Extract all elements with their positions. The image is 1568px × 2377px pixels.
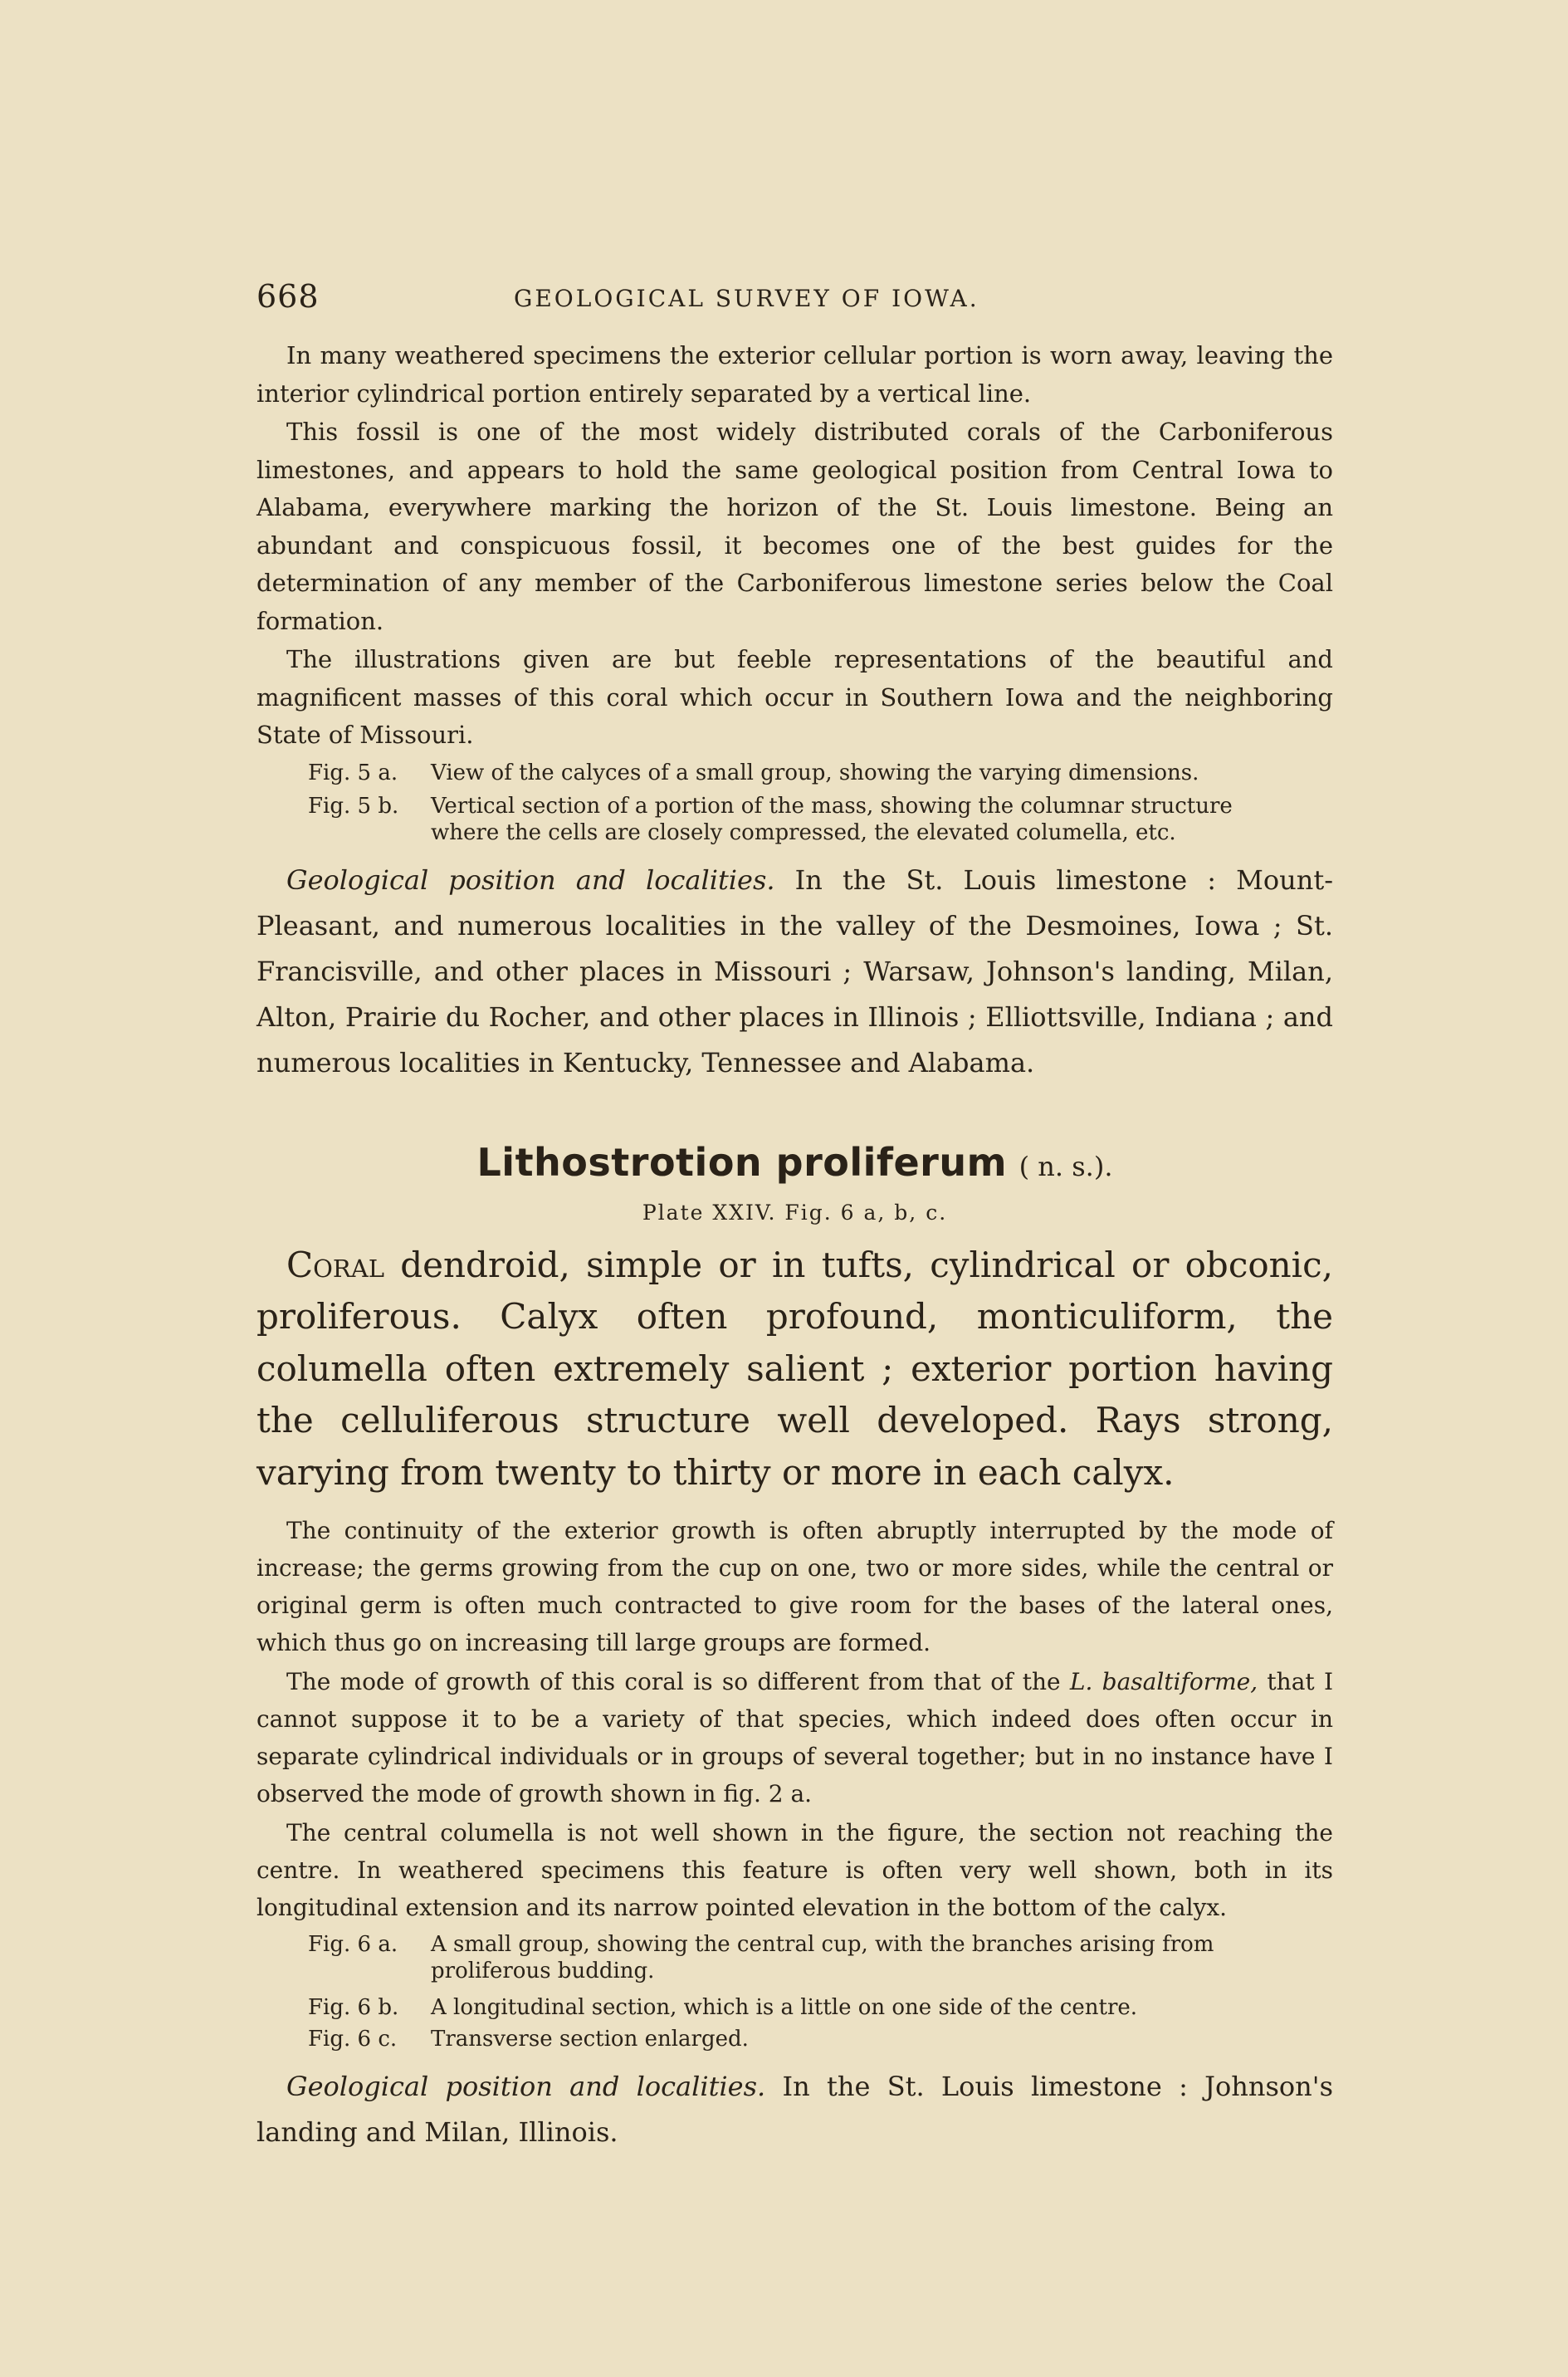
- figure-label: Fig. 6 a.: [308, 1932, 398, 1957]
- geological-position-text: In the St. Louis limestone : Mount-Pleasant, and numerous localities in the valley of the Desmoines, Iowa ; St. Francisville, and other places in Missouri ; Warsaw, Johnson's landing, Milan, Alton, Prairie du Rocher, and other places in Illinois ; Elliottsville, Indiana ; and numerous localities in Kentucky, Tennessee and Alabama.: [256, 863, 1334, 1078]
- mode-text-after: that I cannot suppose it to be a variety of that species, which indeed does often occur in separate cylindrical individuals or in groups of several together; but in no instance have I observed the mode of growth shown in fig. 2 a.: [256, 1668, 1334, 1807]
- running-head: [256, 278, 1333, 328]
- paragraph-continuity: The continuity of the exterior growth is often abruptly interrupted by the mode of increase; the germs growing from the cup on one, two or more sides, while the central or original germ is often much contracted to give room for the bases of the lateral ones, which thus go on increasing till large groups are formed.: [256, 1517, 1333, 1656]
- figure-caption: [256, 1994, 1333, 2021]
- geological-position-heading: Geological position and localities.: [286, 2071, 766, 2102]
- species-diagnosis: [256, 1240, 1333, 1499]
- figure-caption-continued: where the cells are closely compressed, the elevated columella, etc.: [431, 819, 1176, 845]
- paragraph-mode-of-growth: [256, 1663, 1333, 1812]
- paragraph-distribution: This fossil is one of the most widely distributed corals of the Carboniferous limestones, and appears to hold the same geological position from Central Iowa to Alabama, everywhere marking the horizon of the St. Louis limestone. Being an abundant and conspicuous fossil, it becomes one of the best guides for the determination of any member of the Carboniferous limestone series below the Coal formation.: [256, 418, 1333, 635]
- geological-position-paragraph: [256, 2064, 1333, 2155]
- content-column: [256, 278, 1333, 2155]
- mode-text-before: The mode of growth of this coral is so different from that of the: [286, 1668, 1061, 1695]
- figure-text: Transverse section enlarged.: [431, 2027, 749, 2052]
- geological-position-heading: Geological position and localities.: [286, 863, 775, 896]
- geological-position-text: In the St. Louis limestone : Johnson's landing and Milan, Illinois.: [256, 2071, 1334, 2148]
- figure-text: View of the calyces of a small group, showing the varying dimensions.: [431, 760, 1199, 785]
- header-title: GEOLOGICAL SURVEY OF IOWA.: [514, 285, 979, 312]
- plate-reference: Plate XXIV. Fig. 6 a, b, c.: [642, 1200, 948, 1225]
- page-number: 668: [256, 278, 320, 315]
- figure-label: Fig. 5 a.: [308, 760, 398, 785]
- figure-label: Fig. 5 b.: [308, 793, 399, 819]
- geological-position-paragraph: [256, 858, 1333, 1086]
- figure-caption-continued: proliferous budding.: [431, 1959, 655, 1983]
- figure-label: Fig. 6 c.: [308, 2027, 398, 2052]
- paragraph-illustrations: The illustrations given are but feeble representations of the beautiful and magnificent masses of this coral which occur in Southern Iowa and the neighboring State of Missouri.: [256, 645, 1333, 749]
- figure-caption: [256, 760, 1333, 786]
- figure-caption: [256, 1931, 1333, 1958]
- figure-caption: [256, 2026, 1333, 2052]
- species-note: ( n. s.).: [1018, 1150, 1113, 1182]
- mode-species-italic: L. basaltiforme,: [1069, 1668, 1258, 1695]
- figure-text: A longitudinal section, which is a little on one side of the centre.: [431, 1995, 1138, 2020]
- figure-label: Fig. 6 b.: [308, 1995, 399, 2020]
- figure-caption: [256, 793, 1333, 819]
- species-title: [256, 1137, 1333, 1191]
- species-name: Lithostrotion proliferum: [476, 1139, 1008, 1185]
- figure-text: Vertical section of a portion of the mass, showing the columnar structure: [431, 793, 1233, 819]
- diagnosis-text: dendroid, simple or in tufts, cylindrical or obconic, proliferous. Calyx often profound, monticuliform, the columella often extremely salient ; exterior portion having the celluliferous structure well developed. Rays strong, varying from twenty to thirty or more in each calyx.: [256, 1244, 1333, 1493]
- paragraph-columella: The central columella is not well shown in the figure, the section not reaching the centre. In weathered specimens this feature is often very well shown, both in its longitudinal extension and its narrow pointed elevation in the bottom of the calyx.: [256, 1819, 1333, 1921]
- diagnosis-lead-word: Coral: [286, 1244, 384, 1285]
- paragraph-weathered: In many weathered specimens the exterior cellular portion is worn away, leaving the interior cylindrical portion entirely separated by a vertical line.: [256, 341, 1333, 408]
- figure-text: A small group, showing the central cup, with the branches arising from: [431, 1932, 1214, 1957]
